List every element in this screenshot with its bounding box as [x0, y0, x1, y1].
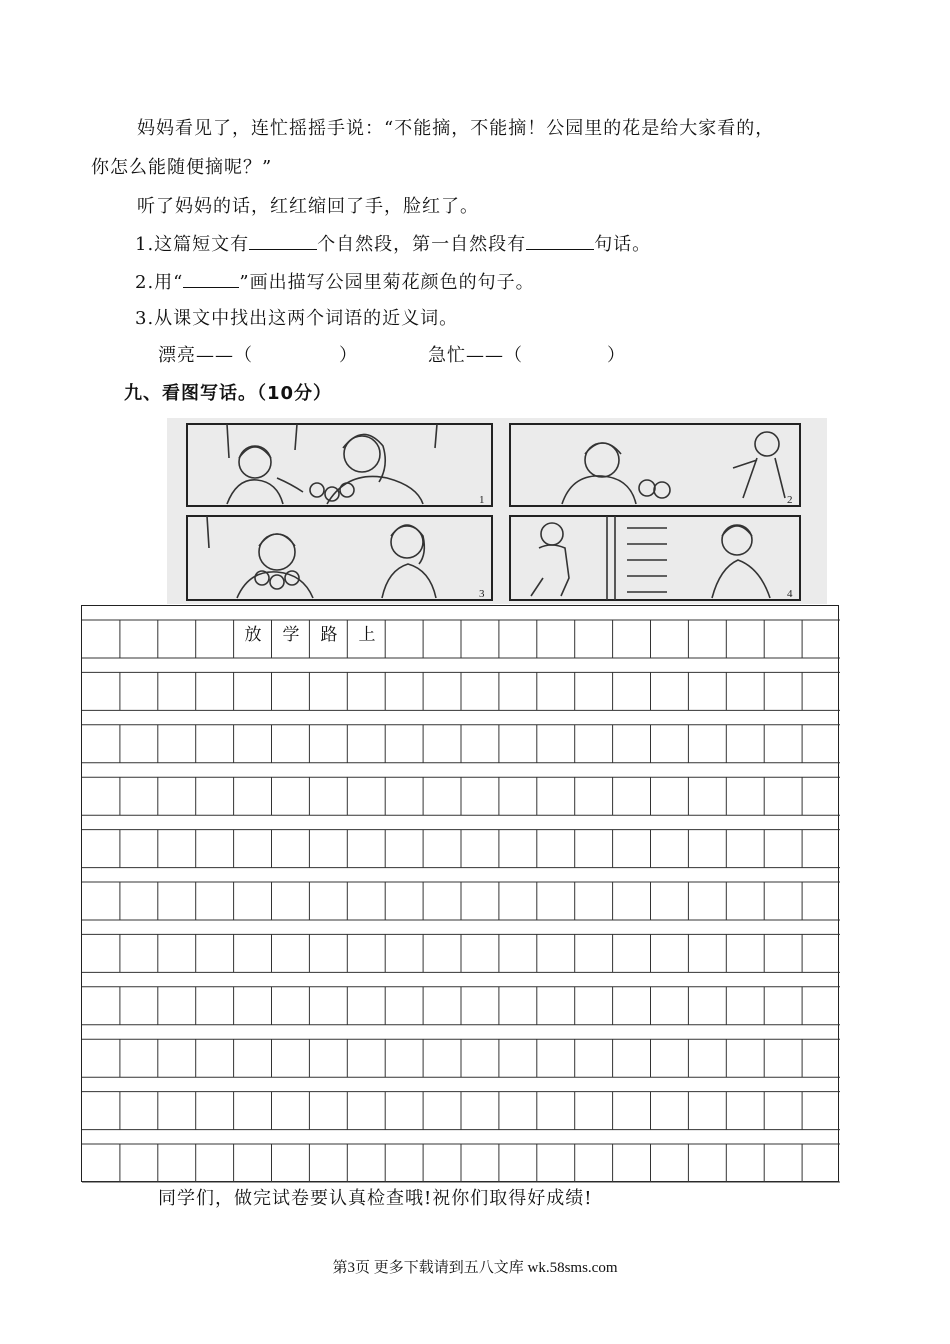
writing-grid-lines — [82, 606, 840, 1183]
question-1 — [135, 231, 651, 257]
panel-number-1: 1 — [479, 494, 485, 506]
panel-1-drawing — [227, 424, 437, 504]
question-3: 3.从课文中找出这两个词语的近义词。 — [135, 308, 459, 329]
question-1-text-c: 句话。 — [594, 234, 652, 255]
panel-number-3: 3 — [479, 588, 485, 600]
panel-number-2: 2 — [787, 494, 793, 506]
panel-number-4: 4 — [787, 588, 793, 600]
question-1-text-a: 1.这篇短文有 — [135, 234, 250, 255]
synonym-word-2: 急忙——（ — [428, 345, 523, 366]
synonym-close-2: ） — [607, 345, 626, 366]
question-2-blank[interactable] — [183, 269, 239, 288]
panel-3-drawing — [207, 516, 436, 598]
synonym-word-1: 漂亮——（ — [158, 345, 253, 366]
passage-line-3: 听了妈妈的话，红红缩回了手，脸红了。 — [137, 196, 479, 217]
closing-remark: 同学们，做完试卷要认真检查哦!祝你们取得好成绩! — [158, 1188, 593, 1209]
grid-title-char-4: 上 — [358, 625, 376, 645]
question-1-blank-1[interactable] — [249, 231, 317, 250]
grid-title-char-3: 路 — [320, 625, 338, 645]
writing-grid[interactable] — [81, 605, 839, 1182]
grid-title-char-1: 放 — [244, 625, 262, 645]
comic-panels — [167, 418, 827, 604]
passage-line-2: 你怎么能随便摘呢？” — [91, 157, 273, 178]
comic-illustration — [167, 418, 827, 604]
question-2-text-b: ”画出描写公园里菊花颜色的句子。 — [239, 272, 535, 293]
passage-line-1: 妈妈看见了，连忙摇摇手说：“不能摘，不能摘！公园里的花是给大家看的， — [137, 118, 775, 139]
grid-title-char-2: 学 — [282, 625, 300, 645]
question-2-text-a: 2.用“ — [135, 272, 184, 293]
panel-3-frame — [187, 516, 492, 600]
question-1-blank-2[interactable] — [526, 231, 594, 250]
question-1-text-b: 个自然段，第一自然段有 — [317, 234, 527, 255]
section-9-title: 九、看图写话。（10分） — [124, 383, 333, 404]
page-footer: 第3页 更多下载请到五八文库 wk.58sms.com — [332, 1260, 618, 1276]
panel-2-drawing — [562, 432, 785, 504]
synonym-close-1: ） — [339, 345, 358, 366]
panel-4-drawing — [531, 516, 770, 600]
question-2 — [135, 269, 535, 295]
